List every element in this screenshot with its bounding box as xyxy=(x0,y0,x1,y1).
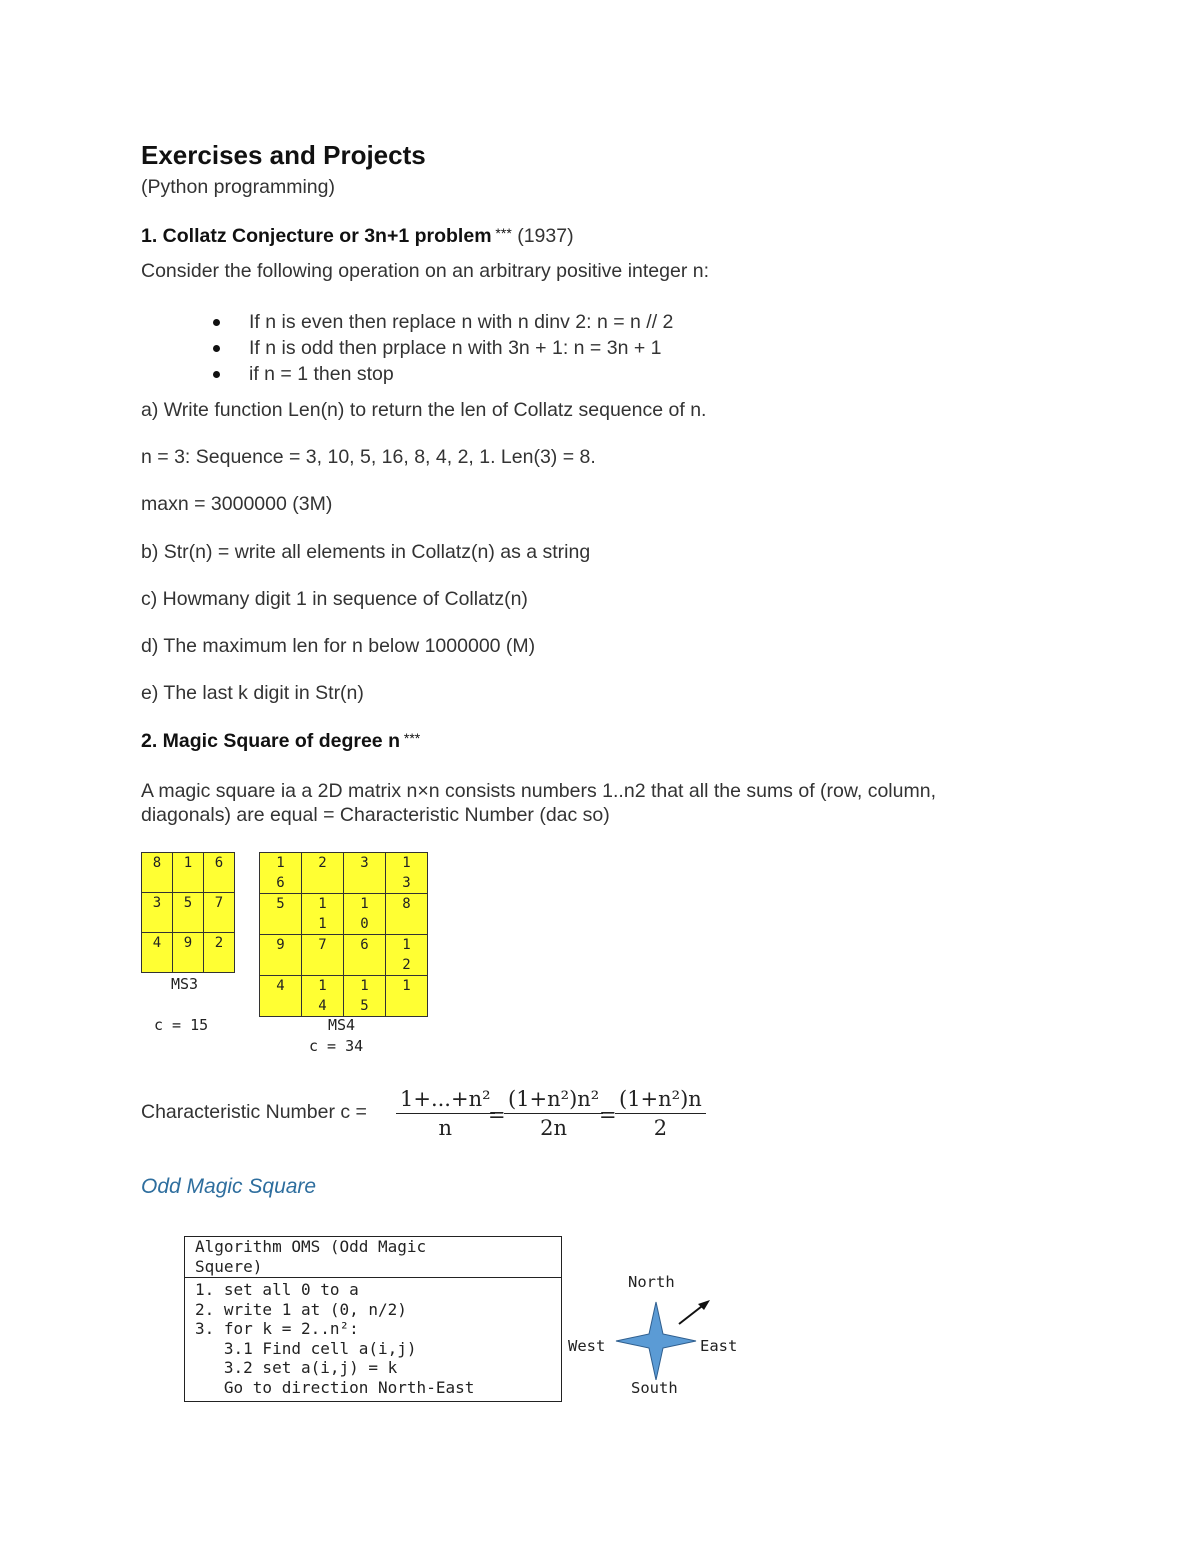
problem1-part-e: e) The last k digit in Str(n) xyxy=(141,682,364,704)
table-cell: 9 xyxy=(173,933,204,973)
problem1-maxn: maxn = 3000000 (3M) xyxy=(141,493,333,515)
table-cell: 1 4 xyxy=(302,976,344,1017)
compass-west-label: West xyxy=(568,1337,606,1355)
compass-star-shape xyxy=(616,1302,696,1380)
list-item: If n is odd then prplace n with 3n + 1: n = 3n + 1 xyxy=(141,335,673,361)
table-cell: 1 2 xyxy=(386,935,428,976)
table-cell: 1 5 xyxy=(344,976,386,1017)
formula-fraction-1-numerator: 1+...+n² xyxy=(396,1087,495,1114)
table-cell: 3 xyxy=(344,853,386,894)
problem1-part-d: d) The maximum len for n below 1000000 (M) xyxy=(141,635,536,657)
bullet-icon xyxy=(213,371,220,378)
problem1-heading-stars: *** xyxy=(491,225,512,241)
problem1-part-c: c) Howmany digit 1 in sequence of Collatz(n) xyxy=(141,588,528,610)
list-item: if n = 1 then stop xyxy=(141,361,673,387)
list-item: If n is even then replace n with n dinv 2: n = n // 2 xyxy=(141,309,673,335)
magic-square-3-table xyxy=(141,852,235,973)
problem1-part-b: b) Str(n) = write all elements in Collatz(n) as a string xyxy=(141,541,591,563)
problem1-heading-year: (1937) xyxy=(511,225,574,247)
table-cell: 6 xyxy=(344,935,386,976)
ms4-characteristic-label: c = 34 xyxy=(309,1037,364,1055)
algorithm-step: 2. write 1 at (0, n/2) xyxy=(195,1299,407,1319)
table-cell: 1 xyxy=(173,853,204,893)
algorithm-box xyxy=(184,1236,562,1402)
algorithm-header xyxy=(185,1237,561,1278)
algorithm-title-line1: Algorithm OMS (Odd Magic xyxy=(195,1237,427,1256)
table-cell: 7 xyxy=(204,893,235,933)
formula-equals-1: = xyxy=(488,1103,506,1127)
table-cell: 7 xyxy=(302,935,344,976)
problem1-example: n = 3: Sequence = 3, 10, 5, 16, 8, 4, 2, 1. Len(3) = 8. xyxy=(141,446,596,468)
problem1-part-a: a) Write function Len(n) to return the len of Collatz sequence of n. xyxy=(141,399,707,421)
table-cell: 1 1 xyxy=(302,894,344,935)
formula-fraction-3 xyxy=(615,1087,706,1140)
formula-fraction-2-denominator: 2n xyxy=(540,1116,568,1140)
formula-equals-2: = xyxy=(599,1103,617,1127)
table-cell: 8 xyxy=(386,894,428,935)
table-row xyxy=(260,853,428,894)
characteristic-number-label: Characteristic Number c = xyxy=(141,1101,367,1123)
ms3-caption: MS3 xyxy=(171,975,199,993)
table-cell: 6 xyxy=(204,853,235,893)
problem1-heading xyxy=(141,225,574,248)
table-cell: 4 xyxy=(142,933,173,973)
compass-north-label: North xyxy=(628,1273,675,1291)
problem2-heading-title: 2. Magic Square of degree n xyxy=(141,730,400,752)
magic-square-4-table xyxy=(259,852,428,1017)
table-cell: 1 0 xyxy=(344,894,386,935)
table-row xyxy=(142,893,235,933)
bullet-icon xyxy=(213,345,220,352)
table-row xyxy=(260,935,428,976)
bullet-icon xyxy=(213,319,220,326)
problem1-intro: Consider the following operation on an arbitrary positive integer n: xyxy=(141,260,709,282)
ms3-characteristic-label: c = 15 xyxy=(154,1016,209,1034)
formula-fraction-1 xyxy=(396,1087,495,1140)
table-cell: 2 xyxy=(302,853,344,894)
problem2-heading xyxy=(141,730,420,753)
table-cell: 1 6 xyxy=(260,853,302,894)
table-cell: 4 xyxy=(260,976,302,1017)
page-title: Exercises and Projects xyxy=(141,140,426,170)
table-cell: 2 xyxy=(204,933,235,973)
formula-fraction-1-denominator: n xyxy=(438,1116,453,1140)
compass-east-label: East xyxy=(700,1337,738,1355)
problem2-desc-line2: diagonals) are equal = Characteristic Number (dac so) xyxy=(141,804,610,826)
compass-star-icon xyxy=(606,1294,718,1380)
formula-fraction-3-denominator: 2 xyxy=(653,1116,668,1140)
problem1-heading-title: 1. Collatz Conjecture or 3n+1 problem xyxy=(141,225,492,247)
formula-fraction-2-numerator: (1+n²)n² xyxy=(504,1087,603,1114)
problem2-desc-line1: A magic square ia a 2D matrix n×n consists numbers 1..n2 that all the sums of (row, column, xyxy=(141,780,936,802)
algorithm-step: Go to direction North-East xyxy=(195,1377,475,1397)
table-cell: 5 xyxy=(173,893,204,933)
algorithm-step: 3.1 Find cell a(i,j) xyxy=(195,1338,417,1358)
algorithm-title-line2: Squere) xyxy=(195,1256,263,1276)
table-cell: 1 xyxy=(386,976,428,1017)
table-cell: 9 xyxy=(260,935,302,976)
problem2-heading-stars: *** xyxy=(399,730,421,746)
formula-fraction-2 xyxy=(504,1087,603,1140)
page-subtitle: (Python programming) xyxy=(141,176,335,198)
compass-south-label: South xyxy=(631,1379,678,1397)
algorithm-step: 3. for k = 2..n²: xyxy=(195,1319,359,1338)
table-row xyxy=(142,933,235,973)
table-cell: 3 xyxy=(142,893,173,933)
table-cell: 8 xyxy=(142,853,173,893)
algorithm-step: 3.2 set a(i,j) = k xyxy=(195,1358,398,1377)
algorithm-step: 1. set all 0 to a xyxy=(195,1280,359,1299)
table-row xyxy=(260,976,428,1017)
formula-fraction-3-numerator: (1+n²)n xyxy=(615,1087,706,1114)
odd-magic-square-heading: Odd Magic Square xyxy=(141,1175,317,1198)
ms4-caption: MS4 xyxy=(328,1016,356,1034)
table-cell: 5 xyxy=(260,894,302,935)
table-cell: 1 3 xyxy=(386,853,428,894)
table-row xyxy=(260,894,428,935)
table-row xyxy=(142,853,235,893)
problem1-rules-list xyxy=(141,309,673,387)
algorithm-body xyxy=(185,1278,561,1401)
